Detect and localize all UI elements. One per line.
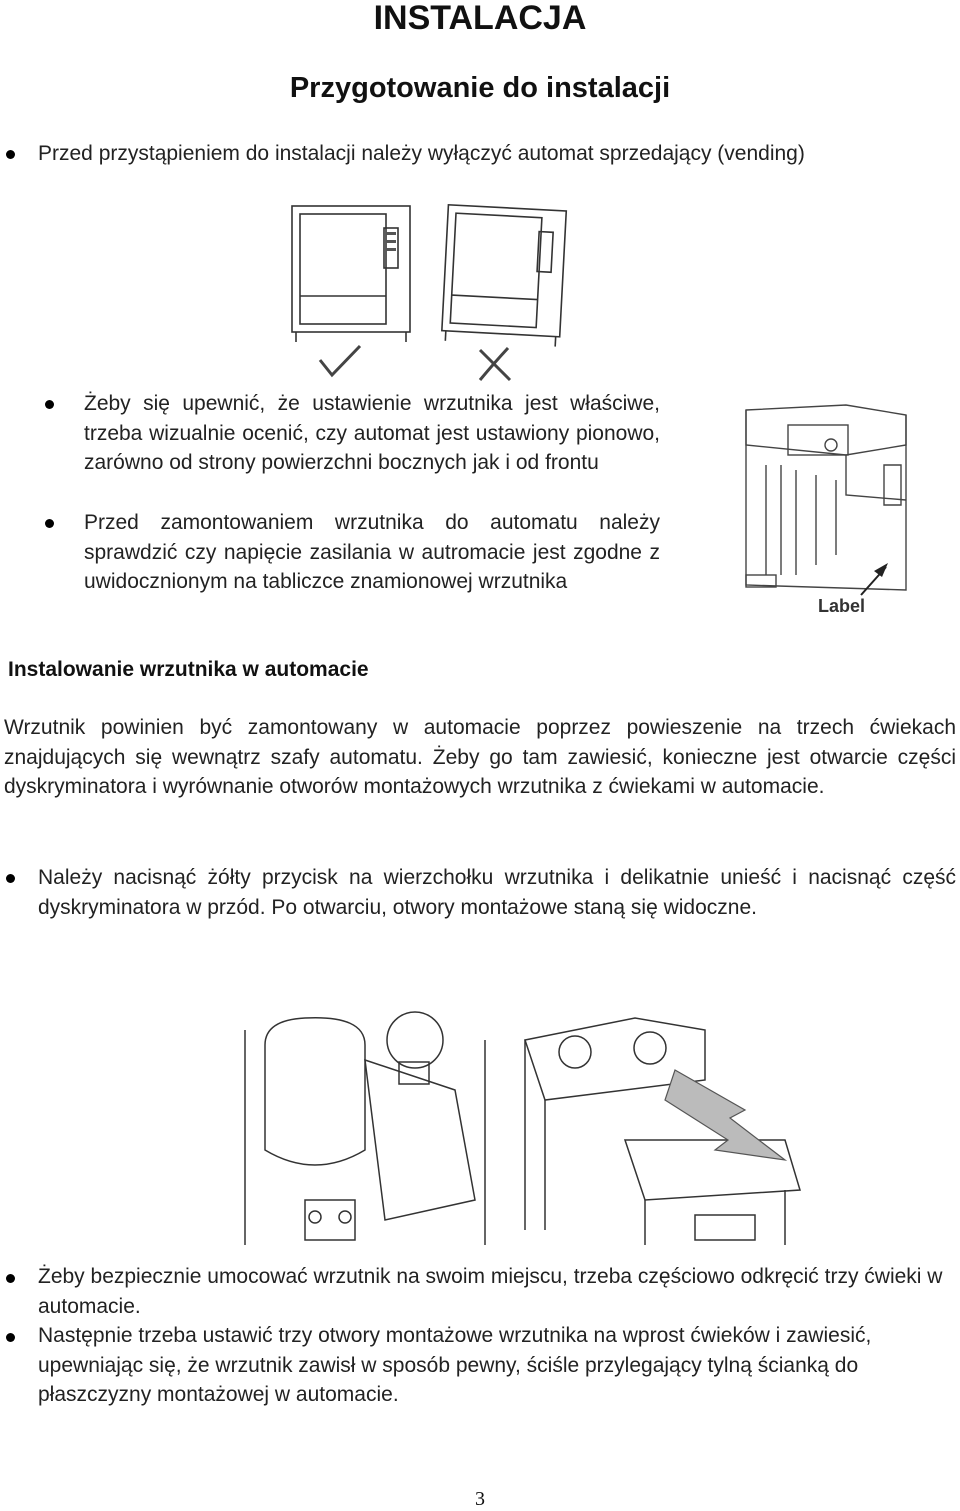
bullet-marker — [45, 519, 54, 528]
coin-mechanism-illustration — [706, 385, 956, 625]
vending-machines-figure — [280, 200, 580, 390]
page-title: INSTALACJA — [373, 0, 587, 37]
coin-mechanism-label-figure — [706, 385, 956, 625]
cross-icon — [480, 348, 510, 380]
bullet-text-hang-mechanism: Następnie trzeba ustawić trzy otwory montażowe wrzutnika na wprost ćwieków i zawiesić, upewniając się, że wrzutnik zawisł w sposób pewny, ściśle przylegający tylną ścianką do płaszczyzny montażowej w automacie. — [38, 1324, 872, 1406]
bullet-text-voltage-check: Przed zamontowaniem wrzutnika do automatu należy sprawdzić czy napięcie zasilania w autromacie jest zgodne z uwidocznionym na tabliczce znamionowej wrzutnika — [84, 511, 660, 593]
vending-machines-illustration — [280, 200, 580, 390]
bullet-text-power-off: Przed przystąpieniem do instalacji należy wyłączyć automat sprzedający (vending) — [38, 142, 805, 165]
bullet-marker — [45, 400, 54, 409]
open-discriminator-figure — [225, 1000, 815, 1250]
installation-paragraph: Wrzutnik powinien być zamontowany w automacie poprzez powieszenie na trzech ćwiekach znajdujących się wewnątrz szafy automatu. Żeby go tam zawiesić, konieczne jest otwarcie części dyskryminatora i wyrównanie otworów montażowych wrzutnika z ćwiekami w automacie. — [4, 716, 956, 798]
label-callout: Label — [818, 596, 866, 616]
bullet-marker — [6, 1274, 15, 1283]
page-subtitle: Przygotowanie do instalacji — [289, 72, 671, 104]
section-heading-installation: Instalowanie wrzutnika w automacie — [8, 658, 369, 681]
check-icon — [320, 346, 360, 375]
bullet-marker — [6, 874, 15, 883]
bullet-text-loosen-studs: Żeby bezpiecznie umocować wrzutnik na swoim miejscu, trzeba częściowo odkręcić trzy ćwieki w automacie. — [38, 1265, 943, 1318]
bullet-text-level-check: Żeby się upewnić, że ustawienie wrzutnika jest właściwe, trzeba wizualnie ocenić, czy automat jest ustawiony pionowo, zarówno od strony powierzchni bocznych jak i od frontu — [84, 392, 660, 474]
bullet-text-open-discriminator: Należy nacisnąć żółty przycisk na wierzchołku wrzutnika i delikatnie unieść i nacisnąć część dyskryminatora w przód. Po otwarciu, otwory montażowe staną się widoczne. — [38, 866, 956, 919]
page-number: 3 — [475, 1488, 485, 1510]
open-discriminator-illustration — [225, 1000, 815, 1250]
bullet-marker — [6, 150, 15, 159]
bullet-marker — [6, 1333, 15, 1342]
